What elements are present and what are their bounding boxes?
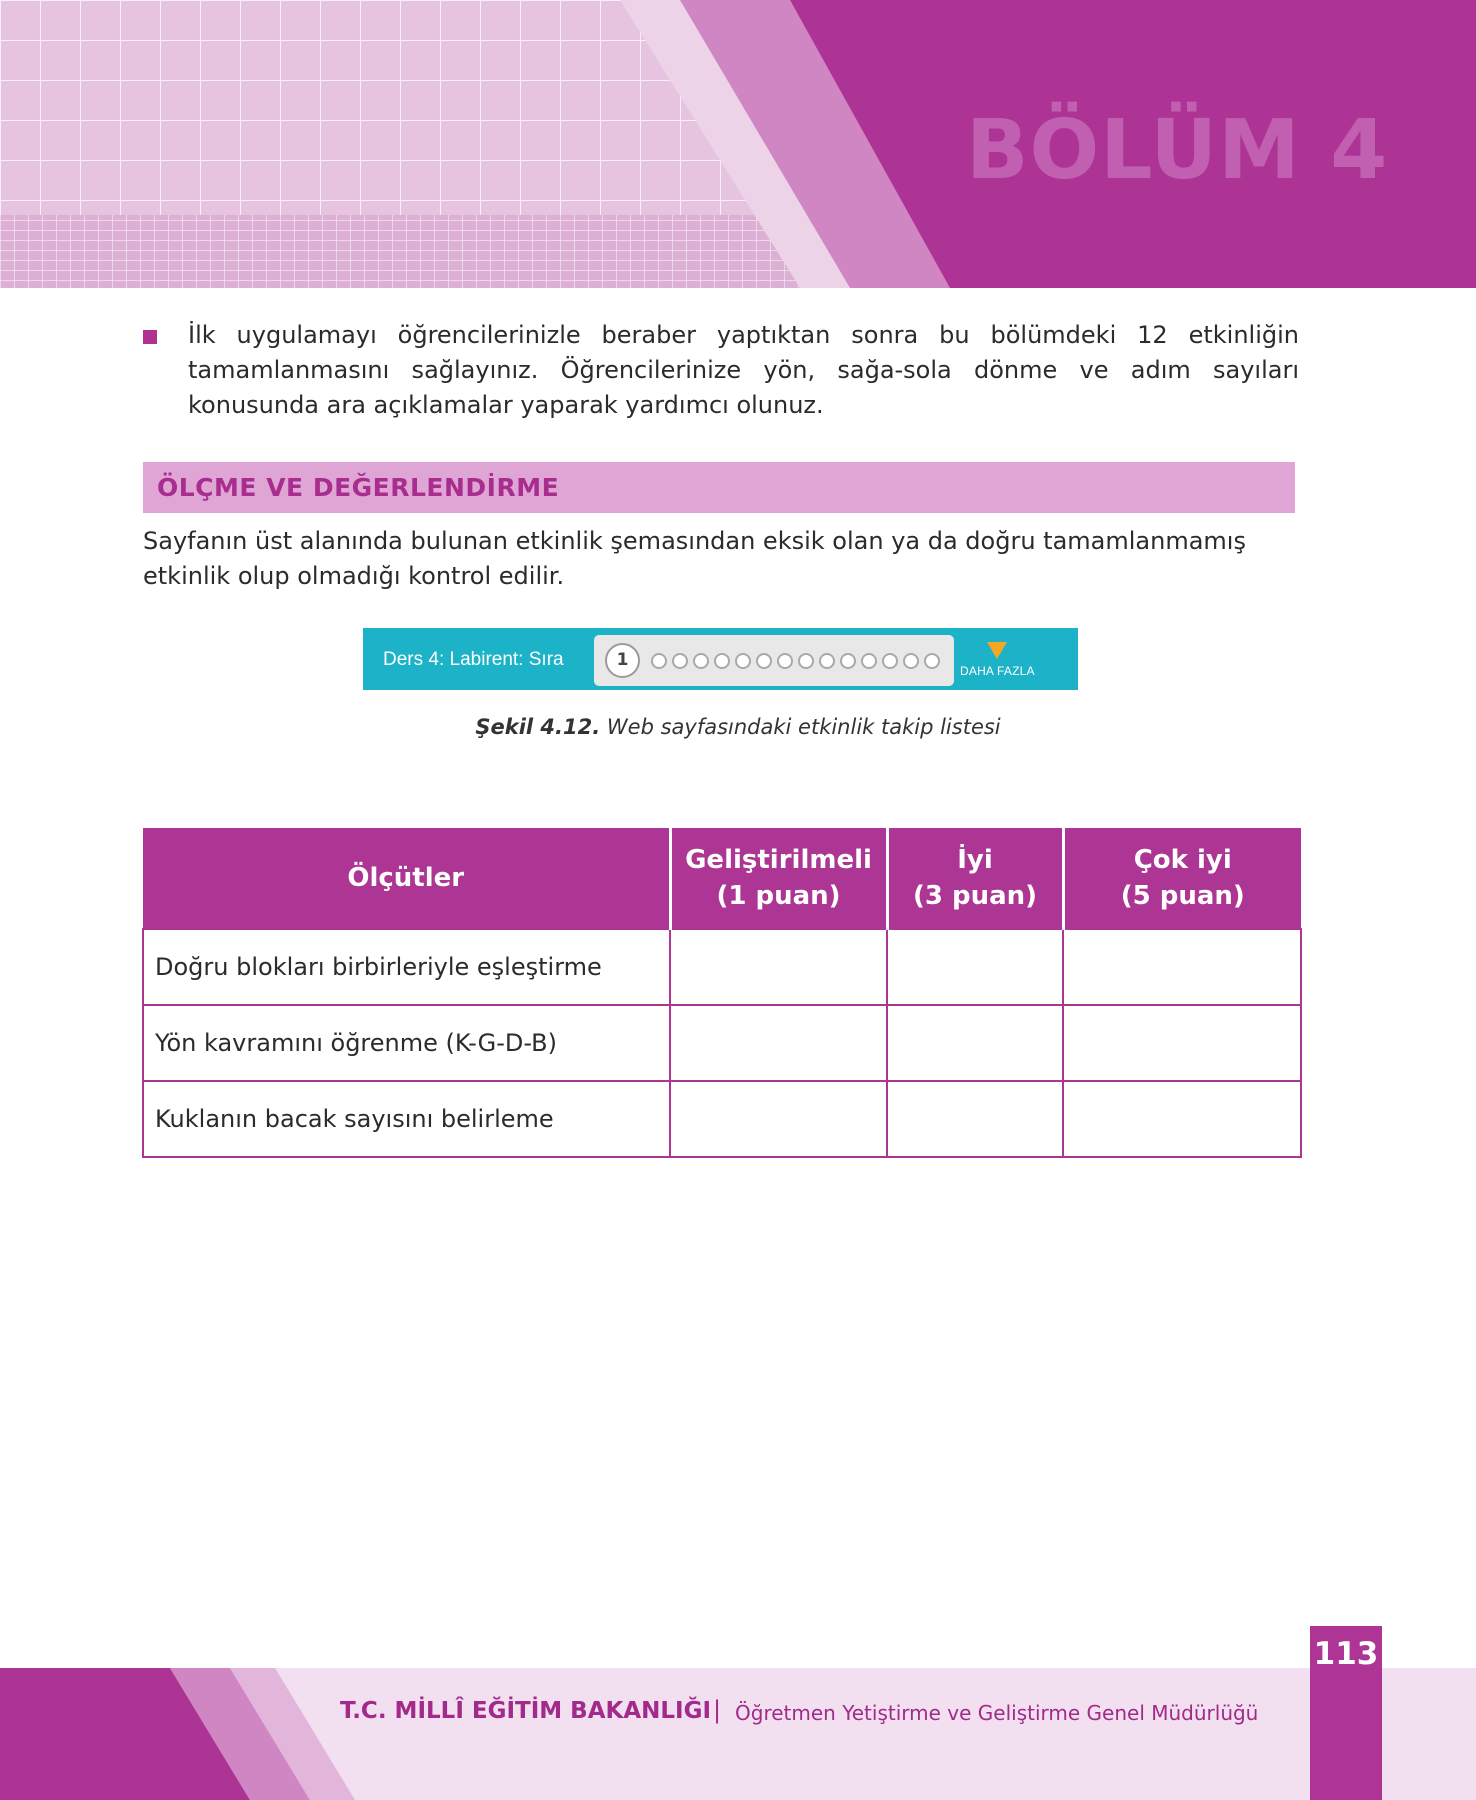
step-dot[interactable]	[672, 653, 688, 669]
step-dot[interactable]	[756, 653, 772, 669]
rubric-header-criteria: Ölçütler	[143, 828, 670, 929]
section-paragraph: Sayfanın üst alanında bulunan etkinlik şemasından eksik olan ya da doğru tamamlanmamış etkinlik olup olmadığı kontrol edilir.	[143, 527, 1246, 590]
rubric-table	[142, 828, 1302, 1158]
intro-bullet-text: İlk uygulamayı öğrencilerinizle beraber yaptıktan sonra bu bölümdeki 12 etkinliğin tamamlanmasını sağlayınız. Öğrencilerinize yön, sağa-sola dönme ve adım sayıları konusunda ara açıklamalar yaparak yardımcı olunuz.	[188, 321, 1299, 419]
more-button[interactable]	[957, 634, 1061, 684]
table-row	[143, 1081, 1301, 1157]
step-dot[interactable]	[693, 653, 709, 669]
step-dot[interactable]	[651, 653, 667, 669]
table-row	[143, 1005, 1301, 1081]
criterion-cell: Yön kavramını öğrenme (K-G-D-B)	[143, 1005, 670, 1081]
chapter-header-banner	[0, 0, 1476, 288]
figure-caption	[0, 715, 1476, 739]
score-cell[interactable]	[670, 1005, 887, 1081]
more-label: DAHA FAZLA	[960, 664, 1035, 678]
footer-department: Öğretmen Yetiştirme ve Geliştirme Genel Müdürlüğü	[735, 1701, 1259, 1725]
step-dot[interactable]	[777, 653, 793, 669]
step-dot[interactable]	[861, 653, 877, 669]
step-dot[interactable]	[840, 653, 856, 669]
section-heading-bar	[143, 462, 1295, 513]
footer-ministry: T.C. MİLLÎ EĞİTİM BAKANLIĞI	[340, 1698, 712, 1724]
remaining-steps	[651, 653, 940, 669]
step-dot[interactable]	[714, 653, 730, 669]
criterion-cell: Kuklanın bacak sayısını belirleme	[143, 1081, 670, 1157]
score-cell[interactable]	[887, 1081, 1063, 1157]
rubric-header-very-good: Çok iyi (5 puan)	[1063, 828, 1301, 929]
page-footer	[0, 1668, 1476, 1800]
score-cell[interactable]	[1063, 929, 1301, 1005]
score-cell[interactable]	[887, 1005, 1063, 1081]
step-dot[interactable]	[882, 653, 898, 669]
down-arrow-icon	[987, 642, 1007, 659]
page-number-tab	[1310, 1626, 1382, 1800]
score-cell[interactable]	[670, 1081, 887, 1157]
rubric-header-needs-improvement: Geliştirilmeli (1 puan)	[670, 828, 887, 929]
figure-caption-number: Şekil 4.12.	[475, 715, 601, 739]
step-dot[interactable]	[903, 653, 919, 669]
footer-graphic	[0, 1668, 1476, 1800]
page-number: 113	[1313, 1636, 1379, 1672]
footer-separator: |	[713, 1696, 722, 1724]
criterion-cell: Doğru blokları birbirleriyle eşleştirme	[143, 929, 670, 1005]
score-cell[interactable]	[670, 929, 887, 1005]
step-dot[interactable]	[798, 653, 814, 669]
tracker-progress	[594, 635, 954, 686]
score-cell[interactable]	[887, 929, 1063, 1005]
activity-tracker	[363, 628, 1078, 690]
score-cell[interactable]	[1063, 1005, 1301, 1081]
chapter-title: BÖLÜM 4	[966, 103, 1389, 198]
tracker-label: Ders 4: Labirent: Sıra	[383, 649, 564, 670]
bullet-square-icon	[143, 330, 157, 344]
figure-caption-text: Web sayfasındaki etkinlik takip listesi	[606, 715, 1001, 739]
rubric-header-good: İyi (3 puan)	[887, 828, 1063, 929]
intro-bullet	[143, 318, 1299, 423]
step-dot[interactable]	[735, 653, 751, 669]
score-cell[interactable]	[1063, 1081, 1301, 1157]
step-dot[interactable]	[924, 653, 940, 669]
rubric-header-row	[143, 828, 1301, 929]
step-dot[interactable]	[819, 653, 835, 669]
table-row	[143, 929, 1301, 1005]
section-title: ÖLÇME VE DEĞERLENDİRME	[157, 473, 560, 502]
current-step-bubble[interactable]: 1	[605, 643, 640, 678]
